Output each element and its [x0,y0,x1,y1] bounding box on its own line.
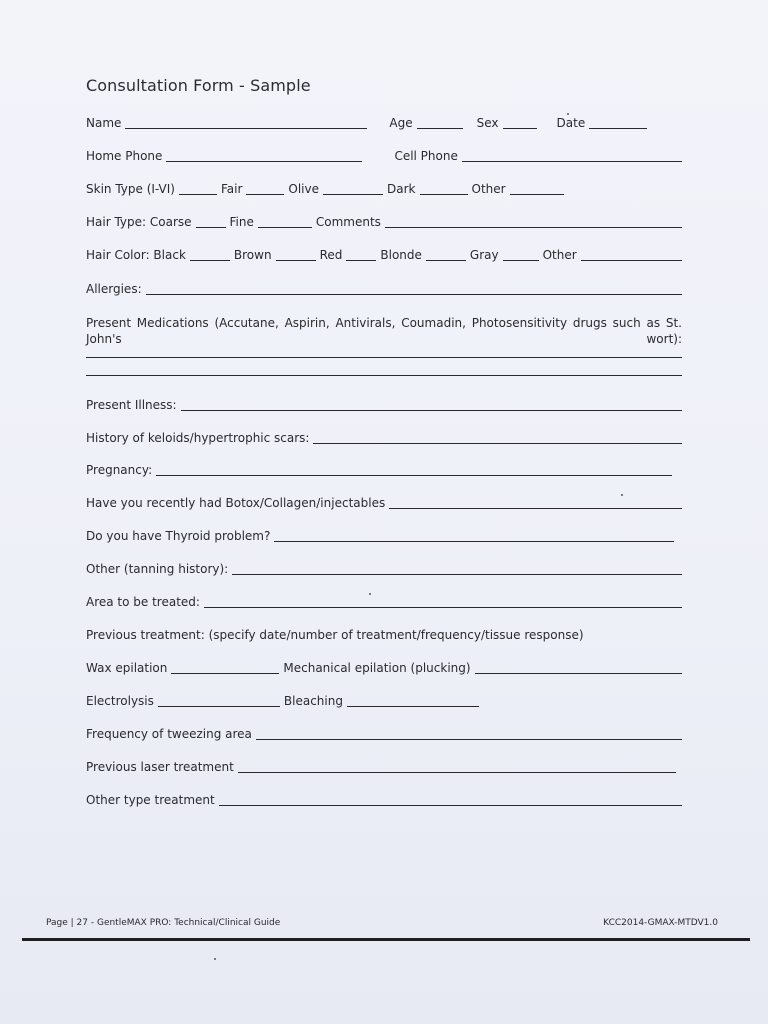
date-field[interactable] [589,117,647,129]
row-electrolysis [86,694,682,708]
coarse-field[interactable] [196,216,226,228]
row-other-type [86,793,682,807]
comments-label: Comments [315,215,381,229]
scan-speck [621,494,623,496]
bleaching-label: Bleaching [283,694,343,708]
electrolysis-label: Electrolysis [86,694,154,708]
other-type-label: Other type treatment [86,793,215,807]
tanning-label: Other (tanning history): [86,562,229,576]
red-field[interactable] [346,249,376,261]
skin-type-label: Skin Type (I-VI) [86,182,175,196]
medications-line-2[interactable] [86,375,682,376]
hair-color-label: Hair Color: Black [86,248,186,262]
allergies-label: Allergies: [86,282,142,296]
age-label: Age [389,116,413,130]
laser-field[interactable] [238,761,676,773]
previous-treatment-label: Previous treatment: (specify date/number of treatment/frequency/tissue response) [86,628,584,642]
sex-field[interactable] [503,117,537,129]
row-present-illness [86,398,682,412]
area-label: Area to be treated: [86,595,200,609]
cell-phone-field[interactable] [462,150,682,162]
row-laser [86,760,682,774]
fair-field[interactable] [246,183,284,195]
dark-field[interactable] [420,183,468,195]
row-wax [86,661,682,675]
present-illness-field[interactable] [181,399,682,411]
brown-field[interactable] [276,249,316,261]
row-skin-type [86,182,682,196]
thyroid-label: Do you have Thyroid problem? [86,529,271,543]
row-botox [86,496,682,510]
thyroid-field[interactable] [274,530,674,542]
botox-field[interactable] [389,497,682,509]
fine-label: Fine [229,215,254,229]
electrolysis-field[interactable] [158,695,280,707]
row-hair-type [86,215,682,229]
hair-type-label: Hair Type: Coarse [86,215,192,229]
scan-speck [214,958,216,960]
wax-field[interactable] [171,662,279,674]
bleaching-field[interactable] [347,695,479,707]
footer-rule [22,938,750,941]
fair-label: Fair [220,182,243,196]
tweezing-field[interactable] [256,728,682,740]
name-field[interactable] [125,117,367,129]
black-field[interactable] [190,249,230,261]
mechanical-label: Mechanical epilation (plucking) [283,661,471,675]
present-illness-label: Present Illness: [86,398,177,412]
allergies-field[interactable] [146,283,682,295]
row-allergies [86,282,682,296]
gray-label: Gray [469,248,499,262]
row-keloids [86,431,682,445]
date-label: Date [556,116,586,130]
laser-label: Previous laser treatment [86,760,234,774]
home-phone-label: Home Phone [86,149,163,163]
other-type-field[interactable] [219,794,682,806]
scan-speck [567,113,569,115]
row-hair-color [86,248,682,262]
sex-label: Sex [476,116,499,130]
comments-field[interactable] [385,216,682,228]
tanning-field[interactable] [232,563,682,575]
pregnancy-label: Pregnancy: [86,463,153,477]
row-tweezing [86,727,682,741]
dark-label: Dark [387,182,416,196]
keloids-field[interactable] [313,432,682,444]
hair-other-field[interactable] [581,249,682,261]
row-previous-treatment [86,628,682,642]
row-area [86,595,682,609]
row-phone [86,149,682,163]
row-name [86,116,682,130]
olive-label: Olive [288,182,320,196]
cell-phone-label: Cell Phone [394,149,458,163]
mechanical-field[interactable] [475,662,682,674]
hair-other-label: Other [542,248,577,262]
olive-field[interactable] [323,183,383,195]
tweezing-label: Frequency of tweezing area [86,727,252,741]
brown-label: Brown [233,248,272,262]
botox-label: Have you recently had Botox/Collagen/injectables [86,496,386,510]
skin-type-field[interactable] [179,183,217,195]
gray-field[interactable] [503,249,539,261]
row-pregnancy [86,463,682,477]
form-title: Consultation Form - Sample [86,76,311,95]
row-tanning [86,562,682,576]
skin-other-field[interactable] [510,183,564,195]
name-label: Name [86,116,122,130]
area-field[interactable] [204,596,682,608]
scan-speck [369,593,371,595]
footer-page-info: Page | 27 - GentleMAX PRO: Technical/Clinical Guide [46,918,281,928]
footer-doc-code: KCC2014-GMAX-MTDV1.0 [603,918,718,928]
wax-label: Wax epilation [86,661,168,675]
medications-label: Present Medications (Accutane, Aspirin, Antivirals, Coumadin, Photosensitivity drugs such as St. John's wort): [86,316,682,346]
blonde-field[interactable] [426,249,466,261]
age-field[interactable] [417,117,463,129]
red-label: Red [319,248,343,262]
fine-field[interactable] [258,216,312,228]
pregnancy-field[interactable] [156,464,672,476]
medications-line-1[interactable] [86,357,682,358]
blonde-label: Blonde [380,248,422,262]
row-thyroid [86,529,682,543]
keloids-label: History of keloids/hypertrophic scars: [86,431,310,445]
home-phone-field[interactable] [166,150,362,162]
skin-other-label: Other [471,182,506,196]
